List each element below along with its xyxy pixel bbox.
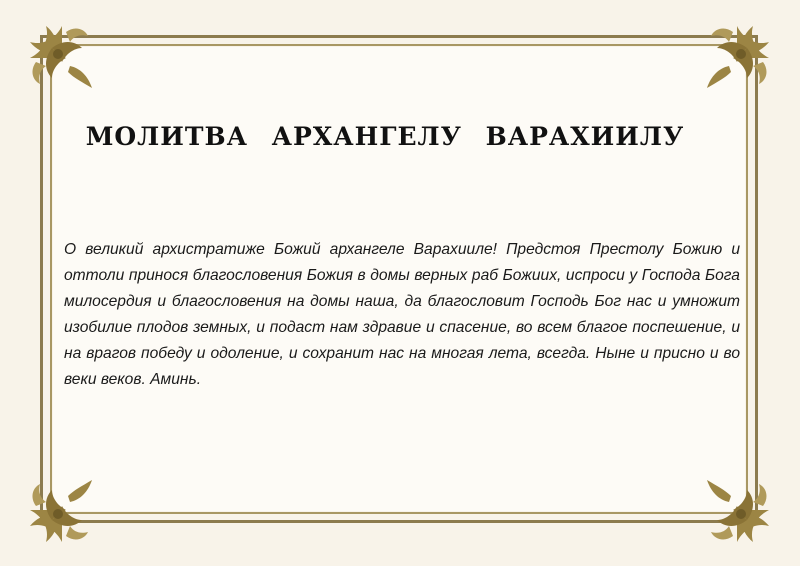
acanthus-ornament-icon [697, 470, 777, 550]
prayer-text: О великий архистратиже Божий архангеле Варахииле! Предстоя Престолу Божию и оттоли принося благословения Божия в домы верных раб Божиих, испроси у Господа Бога милосердия и благословения на домы наша, да благословит Господь Бог нас и умножит изобилие плодов земных, и подаст нам здравие и спасение, во всем благое поспешение, и на врагов победу и одоление, и сохранит нас на многая лета, всегда. Ныне и присно и во веки веков. Аминь. [64, 241, 740, 388]
acanthus-ornament-icon [22, 470, 102, 550]
acanthus-ornament-icon [22, 18, 102, 98]
page-title: МОЛИТВА АРХАНГЕЛУ ВАРАХИИЛУ [85, 122, 685, 151]
acanthus-ornament-icon [697, 18, 777, 98]
